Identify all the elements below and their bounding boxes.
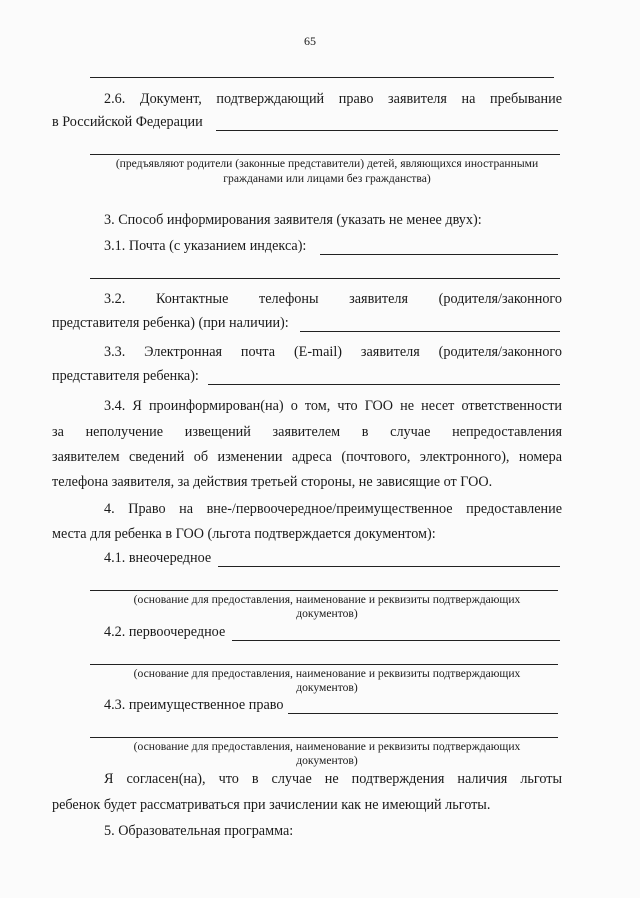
section-3-4-line4: телефона заявителя, за действия третьей стороны, не зависящие от ГОО. [52,474,493,490]
page-number: 65 [304,34,316,48]
priority-field-2[interactable] [90,664,558,665]
section-2-6-note1: (предъявляют родители (законные представители) детей, являющихся иностранными [115,157,539,170]
basis-note-4-3-line2: документов) [296,754,358,767]
preferential-field[interactable] [288,713,558,714]
priority-field[interactable] [232,640,560,641]
section-3-1-label: 3.1. Почта (с указанием индекса): [104,238,307,254]
section-4-line1: 4. Право на вне-/первоочередное/преимущественное предоставление [104,501,562,517]
basis-note-4-3-line1: (основание для предоставления, наименование и реквизиты подтверждающих [133,740,521,753]
section-3-4-line1: 3.4. Я проинформирован(на) о том, что ГОО не несет ответственности [104,398,562,414]
basis-note-4-2-line1: (основание для предоставления, наименование и реквизиты подтверждающих [133,667,521,680]
basis-note-4-1-line1: (основание для предоставления, наименование и реквизиты подтверждающих [133,593,521,606]
section-3-4-line3: заявителем сведений об изменении адреса (почтового, электронного), номера [52,449,562,465]
section-4-3-label: 4.3. преимущественное право [104,697,284,713]
section-3-2-line1: 3.2. Контактные телефоны заявителя (родителя/законного [104,291,562,307]
section-3-3-line1: 3.3. Электронная почта (E-mail) заявителя (родителя/законного [104,344,562,360]
email-field[interactable] [208,384,560,385]
basis-note-4-1-line2: документов) [296,607,358,620]
section-2-6-note2: гражданами или лицами без гражданства) [223,172,431,185]
preferential-field-2[interactable] [90,737,558,738]
section-3-2-line2: представителя ребенка) (при наличии): [52,315,289,331]
section-2-6-line2: в Российской Федерации [52,114,203,130]
phone-field[interactable] [300,331,560,332]
extraordinary-field[interactable] [218,566,560,567]
section-3-3-line2: представителя ребенка): [52,368,199,384]
basis-note-4-2-line2: документов) [296,681,358,694]
section-4-line2: места для ребенка в ГОО (льгота подтверждается документом): [52,526,436,542]
residence-document-field-2[interactable] [90,154,560,155]
extraordinary-field-2[interactable] [90,590,558,591]
agreement-line2: ребенок будет рассматриваться при зачислении как не имеющий льготы. [52,797,491,813]
residence-document-field[interactable] [216,130,558,131]
agreement-line1: Я согласен(на), что в случае не подтверждения наличия льготы [104,771,562,787]
section-5-heading: 5. Образовательная программа: [104,823,294,839]
section-3-heading: 3. Способ информирования заявителя (указать не менее двух): [104,212,482,228]
postal-address-field-2[interactable] [90,278,560,279]
blank-line [90,77,554,78]
postal-address-field[interactable] [320,254,558,255]
section-4-1-label: 4.1. внеочередное [104,550,212,566]
section-2-6-line1: 2.6. Документ, подтверждающий право заявителя на пребывание [104,91,562,107]
section-3-4-line2: за неполучение извещений заявителем в случае непредоставления [52,424,562,440]
section-4-2-label: 4.2. первоочередное [104,624,226,640]
